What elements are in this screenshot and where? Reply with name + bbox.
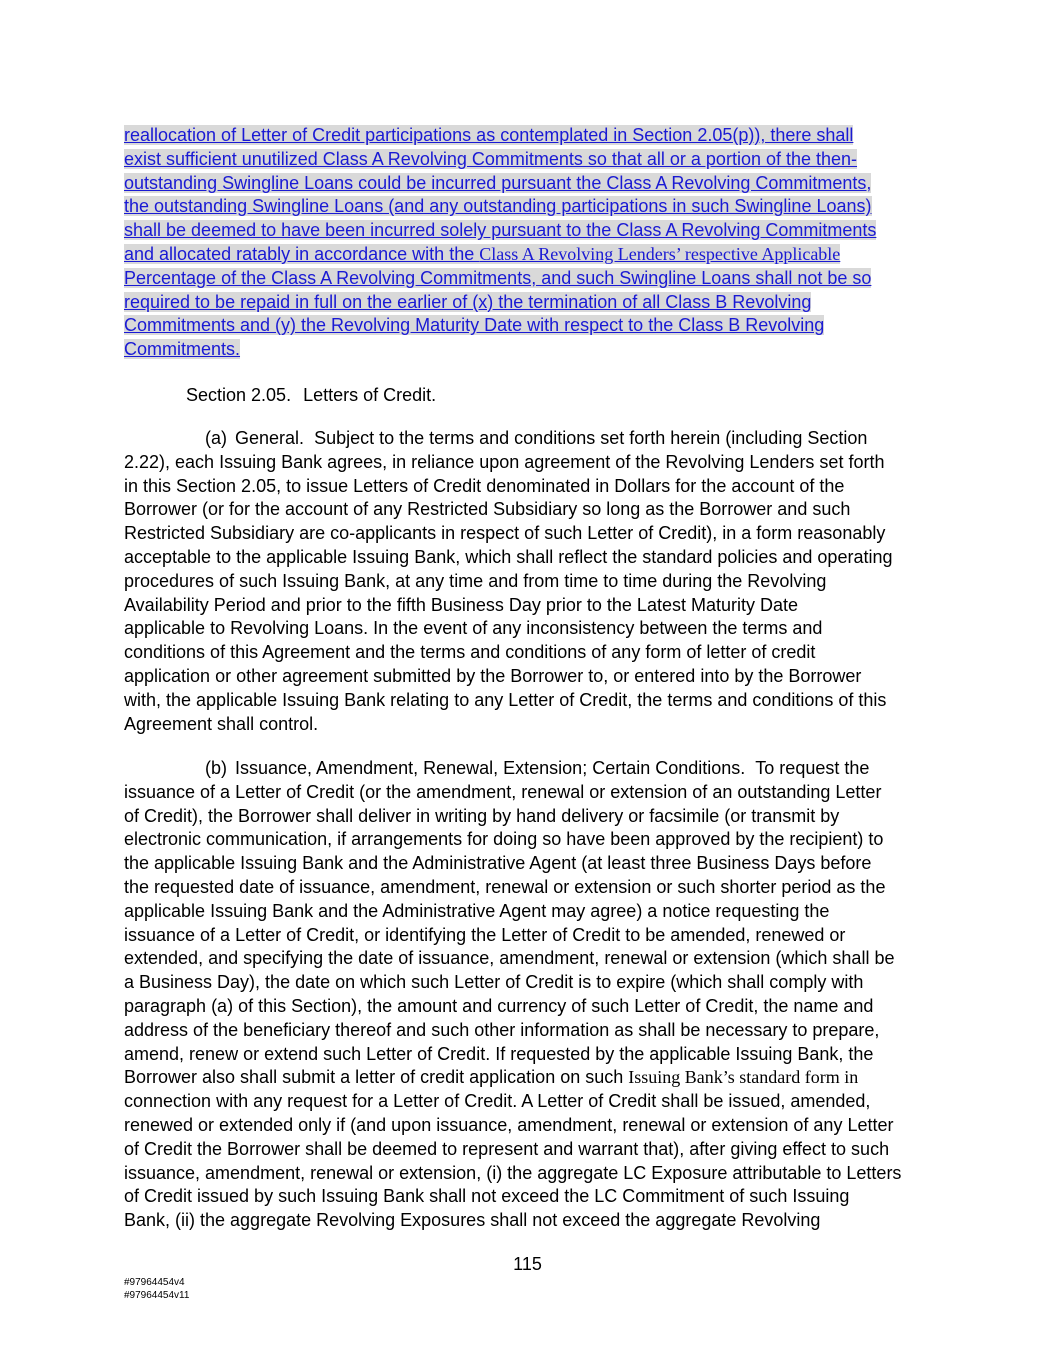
insertion-line: [124, 172, 924, 196]
paragraph-text: Subject to the terms and conditions set forth herein (including Section: [314, 428, 868, 448]
paragraph-line: of Credit the Borrower shall be deemed to represent and warrant that), after giving effect to such: [124, 1138, 890, 1159]
paragraph-marker: (a): [205, 428, 227, 448]
paragraph-marker: (b): [205, 758, 227, 778]
paragraph-line: Restricted Subsidiary are co-applicants in respect of such Letter of Credit), in a form reasonably: [124, 523, 886, 544]
paragraph-line: electronic communication, if arrangements for doing so have been approved by the recipient) to: [124, 829, 884, 850]
paragraph-text-serif: Issuing Bank’s standard form in: [628, 1067, 859, 1088]
insertion-line: [124, 314, 924, 338]
insertion-line: [124, 291, 924, 315]
tracked-insertion-block: [124, 124, 924, 362]
paragraph-line: of Credit), the Borrower shall deliver in writing by hand delivery or facsimile (or transmit by: [124, 805, 840, 826]
insertion-line: [124, 124, 924, 148]
insertion-text: outstanding Swingline Loans could be incurred pursuant the Class A Revolving Commitments,: [124, 172, 872, 193]
paragraph-line: issuance of a Letter of Credit (or the amendment, renewal or extension of an outstanding Letter: [124, 781, 882, 802]
paragraph-line: issuance of a Letter of Credit, or identifying the Letter of Credit to be amended, renewed or: [124, 924, 846, 945]
paragraph-text: To request the: [755, 758, 870, 778]
insertion-line: [124, 195, 924, 219]
insertion-text: the outstanding Swingline Loans (and any outstanding participations in such Swingline Loans): [124, 196, 872, 217]
paragraph-first-line: [124, 427, 944, 451]
paragraph-line: application or other agreement submitted by the Borrower to, or entered into by the Borrower: [124, 665, 862, 686]
paragraph-heading: Issuance, Amendment, Renewal, Extension; Certain Conditions.: [235, 758, 746, 778]
insertion-line: [124, 338, 924, 362]
page-number: 115: [513, 1254, 542, 1274]
paragraph-heading: General.: [235, 428, 305, 448]
paragraph-line: renewed or extended only if (and upon issuance, amendment, renewal or extension of any Letter: [124, 1114, 894, 1135]
insertion-text-serif: Class A Revolving Lenders’ respective Applicable: [479, 243, 841, 264]
paragraph-line: acceptable to the applicable Issuing Bank, which shall reflect the standard policies and operating: [124, 546, 893, 567]
insertion-text: shall be deemed to have been incurred solely pursuant to the Class A Revolving Commitments: [124, 220, 877, 241]
paragraph-line: in this Section 2.05, to issue Letters of Credit denominated in Dollars for the account of the: [124, 475, 845, 496]
insertion-text: Commitments and (y) the Revolving Maturity Date with respect to the Class B Revolving: [124, 315, 825, 336]
document-id: #97964454v11: [124, 1290, 190, 1301]
paragraph-line: Agreement shall control.: [124, 713, 319, 734]
paragraph-first-line: [124, 757, 944, 781]
paragraph-line: address of the beneficiary thereof and such other information as shall be necessary to prepare,: [124, 1019, 880, 1040]
document-id: #97964454v4: [124, 1277, 185, 1288]
insertion-text: Percentage of the Class A Revolving Commitments, and such Swingline Loans shall not be so: [124, 267, 872, 288]
paragraph-line: procedures of such Issuing Bank, at any time and from time to time during the Revolving: [124, 570, 827, 591]
paragraph-line: issuance, amendment, renewal or extension, (i) the aggregate LC Exposure attributable to Letters: [124, 1162, 902, 1183]
paragraph-line: paragraph (a) of this Section), the amount and currency of such Letter of Credit, the name and: [124, 995, 874, 1016]
paragraph-line: applicable to Revolving Loans. In the event of any inconsistency between the terms and: [124, 618, 823, 639]
insertion-line: [124, 148, 924, 172]
insertion-line: [124, 243, 924, 267]
paragraph-line: [124, 1066, 944, 1090]
paragraph-line: extended, and specifying the date of issuance, amendment, renewal or extension (which shall be: [124, 948, 895, 969]
paragraph-line: Bank, (ii) the aggregate Revolving Exposures shall not exceed the aggregate Revolving: [124, 1210, 821, 1231]
section-title: Letters of Credit.: [303, 385, 437, 405]
paragraph-line: Borrower (or for the account of any Restricted Subsidiary so long as the Borrower and such: [124, 499, 851, 520]
paragraph-line: the requested date of issuance, amendment, renewal or extension or such shorter period as the: [124, 876, 886, 897]
insertion-text: reallocation of Letter of Credit participations as contemplated in Section 2.05(p)), there shall: [124, 125, 854, 145]
insertion-text: Commitments.: [124, 339, 241, 360]
paragraph-line: a Business Day), the date on which such Letter of Credit is to expire (which shall comply with: [124, 972, 864, 993]
insertion-text: exist sufficient unutilized Class A Revolving Commitments so that all or a portion of the then-: [124, 148, 858, 169]
insertion-text: and allocated ratably in accordance with the: [124, 243, 480, 264]
paragraph-line: with, the applicable Issuing Bank relating to any Letter of Credit, the terms and conditions of this: [124, 689, 887, 710]
insertion-line: [124, 219, 924, 243]
section-number: Section 2.05.: [186, 385, 292, 405]
paragraph-line: Availability Period and prior to the fifth Business Day prior to the Latest Maturity Date: [124, 594, 798, 615]
insertion-text: required to be repaid in full on the earlier of (x) the termination of all Class B Revolving: [124, 291, 812, 312]
insertion-line: [124, 267, 924, 291]
paragraph-line: conditions of this Agreement and the terms and conditions of any form of letter of credit: [124, 642, 816, 663]
paragraph-line: of Credit issued by such Issuing Bank shall not exceed the LC Commitment of such Issuing: [124, 1186, 850, 1207]
paragraph-a: [124, 427, 944, 736]
paragraph-line: amend, renew or extend such Letter of Credit. If requested by the applicable Issuing Bank, the: [124, 1043, 874, 1064]
paragraph-line: applicable Issuing Bank and the Administrative Agent may agree) a notice requesting the: [124, 900, 830, 921]
section-heading: [186, 383, 436, 407]
paragraph-line: 2.22), each Issuing Bank agrees, in reliance upon agreement of the Revolving Lenders set forth: [124, 451, 885, 472]
paragraph-line: the applicable Issuing Bank and the Administrative Agent (at least three Business Days before: [124, 853, 872, 874]
paragraph-line: connection with any request for a Letter of Credit. A Letter of Credit shall be issued, amended,: [124, 1091, 871, 1112]
paragraph-b: [124, 757, 944, 1233]
paragraph-text: Borrower also shall submit a letter of credit application on such: [124, 1067, 629, 1088]
